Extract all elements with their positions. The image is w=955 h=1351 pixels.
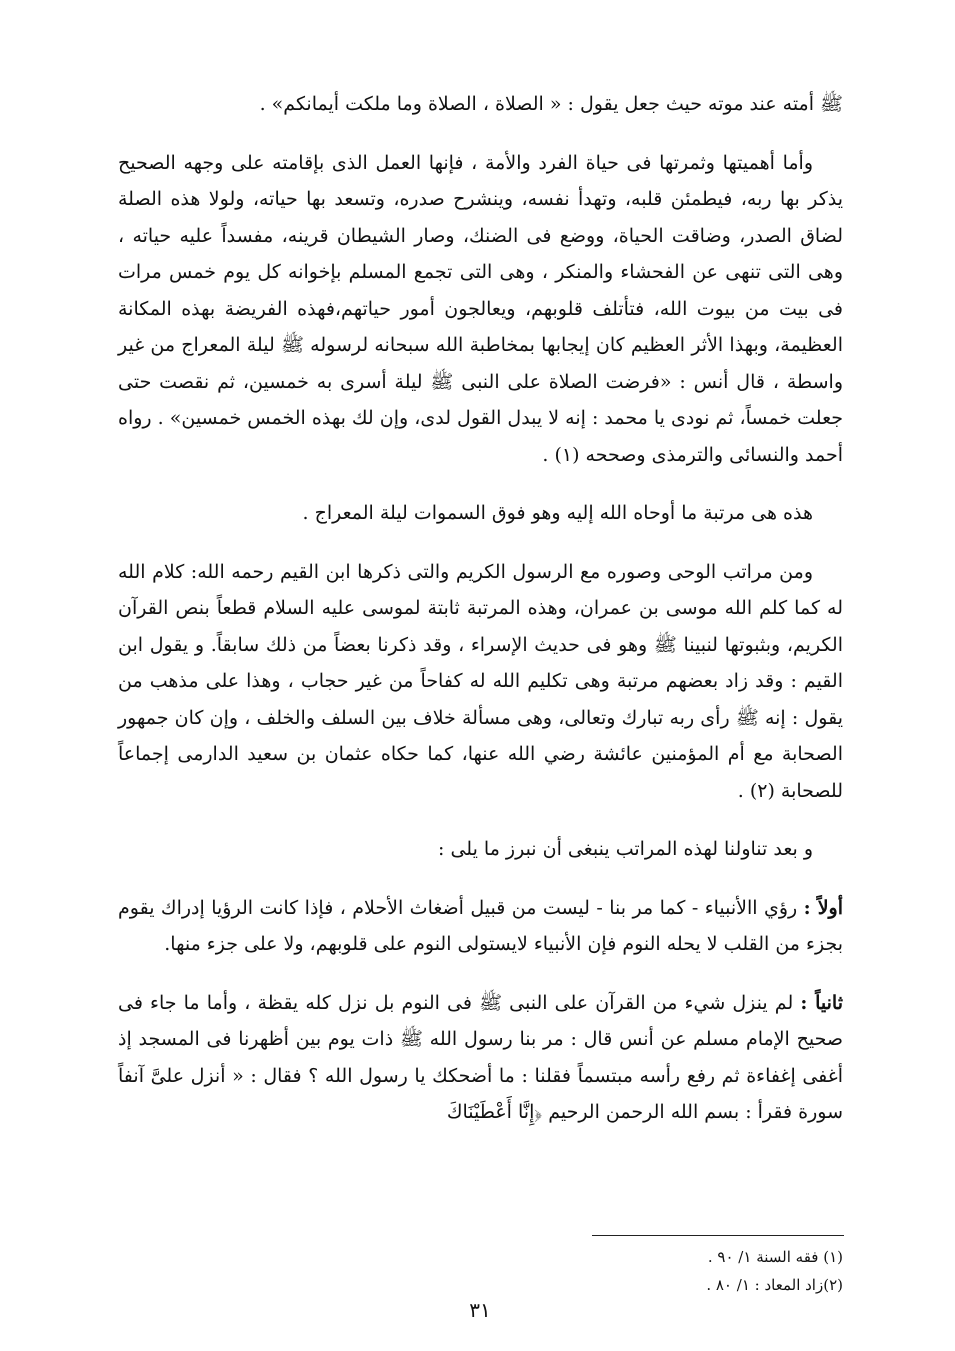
paragraph-6-lead: أولاً : — [803, 896, 843, 919]
paragraph-6-text: رؤي االأنبياء - كما مر بنا - ليست من قبيل أضغاث الأحلام ، فإذا كانت الرؤيا إدراك يقوم بجزء من القلب لا يحله النوم فإن الأنبياء لايستولى النوم على قلوبهم، ولا على جزء منها. — [118, 896, 843, 955]
paragraph-4 — [118, 554, 843, 810]
paragraph-5 — [118, 831, 843, 868]
paragraph-4-text: ومن مراتب الوحى وصوره مع الرسول الكريم والتى ذكرها ابن القيم رحمه الله: كلام الله له كما كلم الله موسى بن عمران، وهذه المرتبة ثابتة لموسى عليه السلام قطعاً بنص القرآن الكريم، وبثبوتها لنبينا ﷺ وهو فى حديث الإسراء ، وقد ذكرنا بعضاً من ذلك سابقاً. و يقول ابن القيم : وقد زاد بعضهم مرتبة وهى تكليم الله له كفاحاً من غير حجاب ، وهذا على مذهب من يقول : إنه ﷺ رأى ربه تبارك وتعالى، وهى مسألة خلاف بين السلف والخلف ، وإن كان جمهور الصحابة مع أم المؤمنين عائشة رضي الله عنها، كما حكاه عثمان بن سعيد الدارمى إجماعاً للصحابة (٢) . — [118, 560, 843, 802]
paragraph-6 — [118, 890, 843, 963]
footnotes — [440, 1243, 843, 1299]
page-body — [118, 86, 843, 1149]
paragraph-2-text: وأما أهميتها وثمرتها فى حياة الفرد والأمة ، فإنها العمل الذى بإقامته على وجهه الصحيح يذكر بها ربه، فيطمئن قلبه، وتهدأ نفسه، وينشرح صدره، وتسعد بها حياته، ولولا هذه الصلة لضاق الصدر، وضاقت الحياة، ووضع فى الضنك، وصار الشيطان قرينه، مفسداً عليه حياته ، وهى التى تنهى عن الفحشاء والمنكر ، وهى التى تجمع المسلم بإخوانه كل يوم خمس مرات فى بيت من بيوت الله، فتأتلف قلوبهم، ويعالجون أمور حياتهم،فهذه الفريضة بهذه المكانة العظيمة، وبهذا الأثر العظيم كان إيجابها بمخاطبة الله سبحانه لرسوله ﷺ ليلة المعراج من غير واسطة ، قال أنس : «فرضت الصلاة على النبى ﷺ ليلة أسرى به خمسين، ثم نقصت حتى جعلت خمساً، ثم نودى يا محمد : إنه لا يبدل القول لدى، وإن لك بهذه الخمس خمسين» . رواه أحمد والنسائى والترمذى وصححه (١) . — [118, 151, 843, 466]
paragraph-5-text: و بعد تناولنا لهذه المراتب ينبغى أن نبرز ما يلى : — [438, 838, 813, 860]
footnote-1: (١) فقه السنة ١/ ٩٠ . — [707, 1248, 843, 1266]
paragraph-7-text: لم ينزل شيء من القرآن على النبى ﷺ فى النوم بل نزل كله يقظة ، وأما ما جاء فى صحيح الإمام مسلم عن أنس قال : مر بنا رسول الله ﷺ ذات يوم بين أظهرنا فى المسجد إذ أغفى إغفاءة ثم رفع رأسه مبتسماً فقلنا : ما أضحكك يا رسول الله ؟ فقال : « أنزل علىَّ آنفاً سورة فقرأ : بسم الله الرحمن الرحيم ﴿إِنَّا أَعْطَيْنَاكَ — [118, 991, 843, 1123]
paragraph-2 — [118, 145, 843, 474]
paragraph-3 — [118, 495, 843, 532]
paragraph-1-text: ﷺ أمته عند موته حيث جعل يقول : « الصلاة ، الصلاة وما ملكت أيمانكم» . — [259, 93, 843, 115]
paragraph-7 — [118, 985, 843, 1131]
footnote-divider — [592, 1235, 844, 1236]
footnote-2: (٢)زاد المعاد : ١/ ٨٠ . — [706, 1276, 843, 1294]
paragraph-7-lead: ثانياً : — [800, 991, 843, 1014]
paragraph-3-text: هذه هى مرتبة ما أوحاه الله إليه وهو فوق السموات ليلة المعراج . — [302, 502, 813, 524]
page-number: ٣١ — [469, 1298, 491, 1322]
paragraph-1 — [118, 86, 843, 123]
